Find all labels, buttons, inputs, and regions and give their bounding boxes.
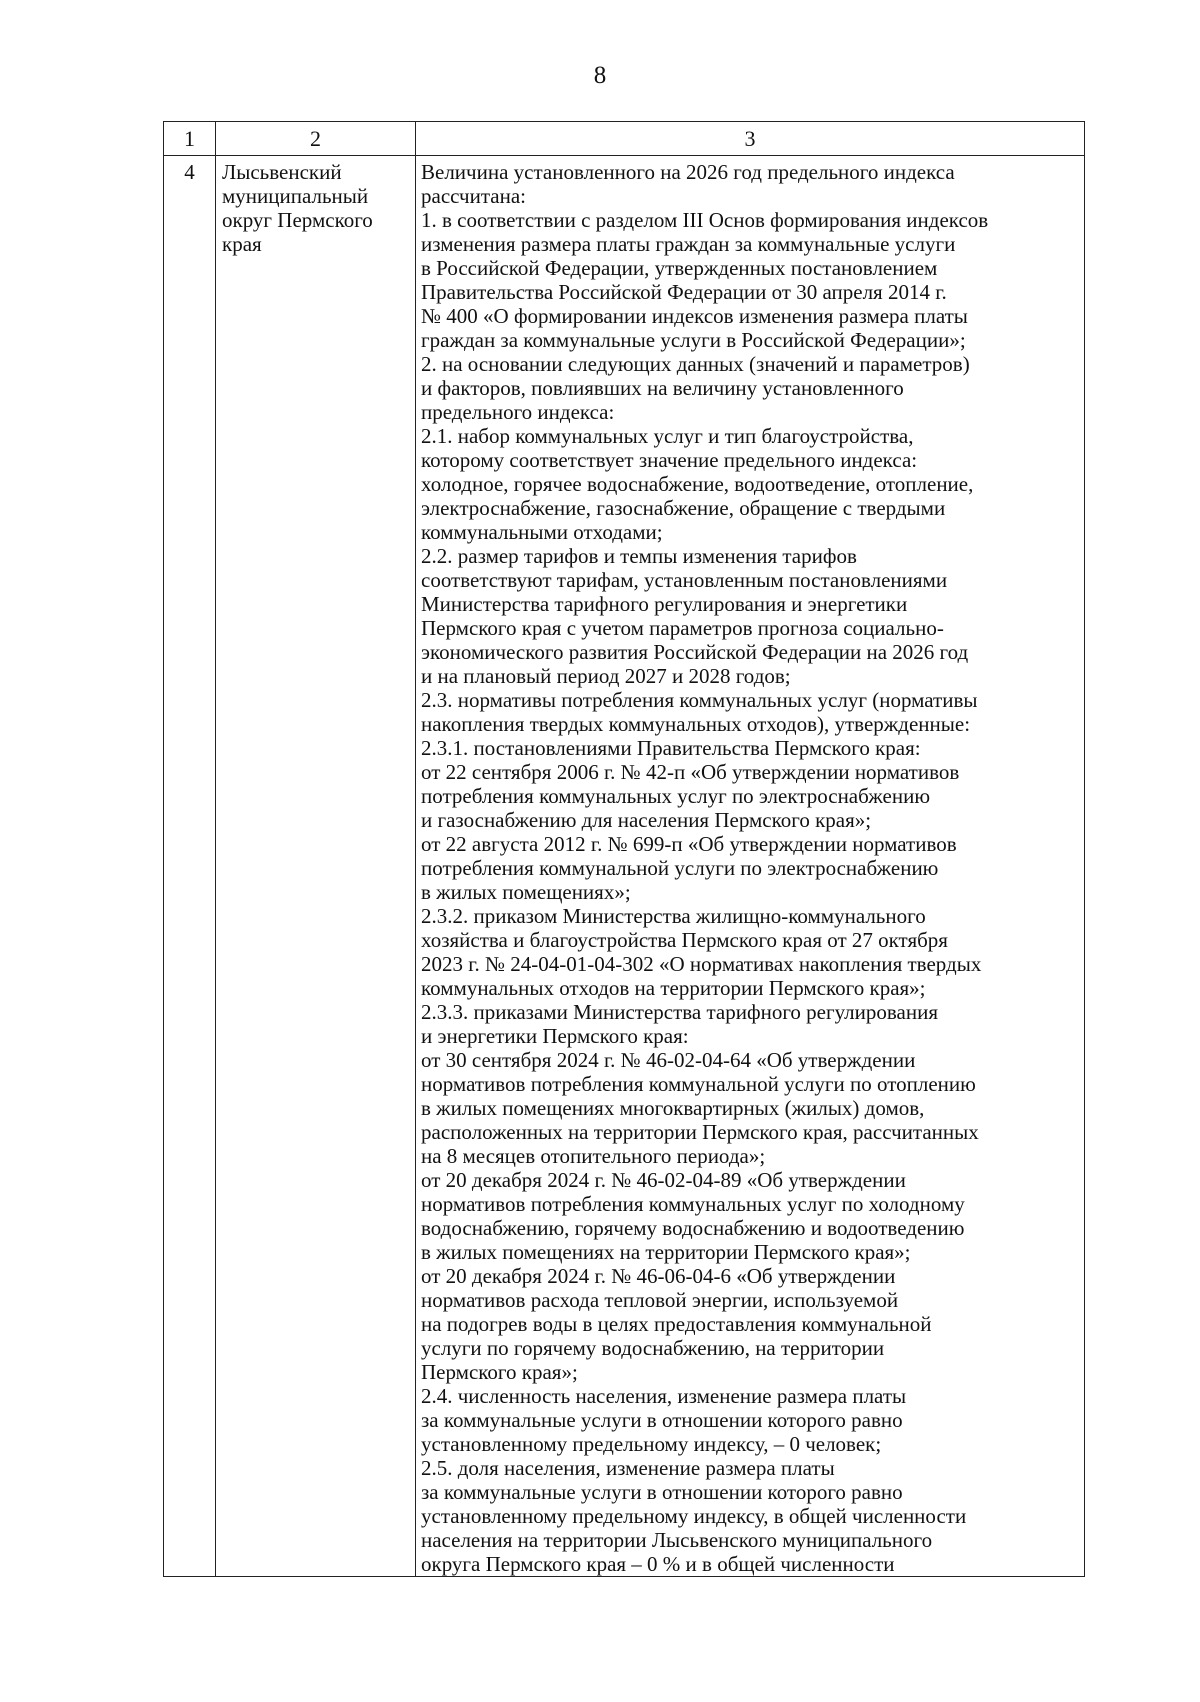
text-line: Министерства тарифного регулирования и энергетики bbox=[421, 592, 908, 616]
text-line: Правительства Российской Федерации от 30 апреля 2014 г. bbox=[421, 280, 947, 304]
text-line: 2.3. нормативы потребления коммунальных услуг (нормативы bbox=[421, 688, 978, 712]
text-line: Пермского края»; bbox=[421, 1360, 578, 1384]
text-line: № 400 «О формировании индексов изменения размера платы bbox=[421, 304, 968, 328]
text-line: потребления коммунальных услуг по электроснабжению bbox=[421, 784, 931, 808]
text-line: 2.2. размер тарифов и темпы изменения тарифов bbox=[421, 544, 857, 568]
text-line: и факторов, повлиявших на величину установленного bbox=[421, 376, 904, 400]
text-line: соответствуют тарифам, установленным постановлениями bbox=[421, 568, 948, 592]
text-line: за коммунальные услуги в отношении которого равно bbox=[421, 1480, 903, 1504]
text-line: электроснабжение, газоснабжение, обращение с твердыми bbox=[421, 496, 946, 520]
text-line: в Российской Федерации, утвержденных постановлением bbox=[421, 256, 938, 280]
text-line: в жилых помещениях на территории Пермского края»; bbox=[421, 1240, 911, 1264]
text-line: 2.5. доля населения, изменение размера платы bbox=[421, 1456, 835, 1480]
text-line: нормативов потребления коммунальных услуг по холодному bbox=[421, 1192, 965, 1216]
text-line: 2023 г. № 24-04-01-04-302 «О нормативах накопления твердых bbox=[421, 952, 982, 976]
text-line: и энергетики Пермского края: bbox=[421, 1024, 689, 1048]
text-line: водоснабжению, горячему водоснабжению и водоотведению bbox=[421, 1216, 965, 1240]
text-line: установленному предельному индексу, в общей численности bbox=[421, 1504, 967, 1528]
row-number-cell: 4 bbox=[164, 156, 216, 1577]
text-line: населения на территории Лысьвенского муниципального bbox=[421, 1528, 933, 1552]
text-line: от 30 сентября 2024 г. № 46-02-04-64 «Об утверждении bbox=[421, 1048, 916, 1072]
text-line: коммунальными отходами; bbox=[421, 520, 663, 544]
text-line: потребления коммунальной услуги по электроснабжению bbox=[421, 856, 939, 880]
description-text bbox=[421, 160, 1082, 1576]
text-line: за коммунальные услуги в отношении которого равно bbox=[421, 1408, 903, 1432]
text-line: холодное, горячее водоснабжение, водоотведение, отопление, bbox=[421, 472, 974, 496]
municipality-name-cell bbox=[216, 156, 416, 1577]
text-line: и газоснабжению для населения Пермского края»; bbox=[421, 808, 872, 832]
table-header-row bbox=[164, 122, 1085, 156]
text-line: изменения размера платы граждан за коммунальные услуги bbox=[421, 232, 956, 256]
text-line: от 20 декабря 2024 г. № 46-02-04-89 «Об утверждении bbox=[421, 1168, 906, 1192]
description-cell bbox=[416, 156, 1085, 1577]
municipality-name bbox=[222, 160, 411, 256]
name-line: округ Пермского bbox=[222, 208, 373, 232]
text-line: нормативов потребления коммунальной услуги по отоплению bbox=[421, 1072, 976, 1096]
text-line: рассчитана: bbox=[421, 184, 526, 208]
text-line: установленному предельному индексу, – 0 человек; bbox=[421, 1432, 882, 1456]
table-row bbox=[164, 156, 1085, 1577]
column-header-3: 3 bbox=[416, 122, 1085, 156]
text-line: граждан за коммунальные услуги в Российской Федерации»; bbox=[421, 328, 966, 352]
text-line: предельного индекса: bbox=[421, 400, 615, 424]
text-line: нормативов расхода тепловой энергии, используемой bbox=[421, 1288, 899, 1312]
text-line: накопления твердых коммунальных отходов), утвержденные: bbox=[421, 712, 971, 736]
text-line: 1. в соответствии с разделом III Основ формирования индексов bbox=[421, 208, 989, 232]
name-line: края bbox=[222, 232, 262, 256]
page-number: 8 bbox=[593, 62, 607, 89]
text-line: 2.3.1. постановлениями Правительства Пермского края: bbox=[421, 736, 921, 760]
text-line: от 22 сентября 2006 г. № 42-п «Об утверждении нормативов bbox=[421, 760, 960, 784]
text-line: Пермского края с учетом параметров прогноза социально- bbox=[421, 616, 944, 640]
column-header-2: 2 bbox=[216, 122, 416, 156]
text-line: 2. на основании следующих данных (значений и параметров) bbox=[421, 352, 970, 376]
text-line: экономического развития Российской Федерации на 2026 год bbox=[421, 640, 969, 664]
name-line: муниципальный bbox=[222, 184, 369, 208]
text-line: 2.1. набор коммунальных услуг и тип благоустройства, bbox=[421, 424, 914, 448]
text-line: 2.4. численность населения, изменение размера платы bbox=[421, 1384, 907, 1408]
text-line: и на плановый период 2027 и 2028 годов; bbox=[421, 664, 791, 688]
text-line: расположенных на территории Пермского края, рассчитанных bbox=[421, 1120, 979, 1144]
text-line: хозяйства и благоустройства Пермского края от 27 октября bbox=[421, 928, 948, 952]
text-line: 2.3.3. приказами Министерства тарифного регулирования bbox=[421, 1000, 938, 1024]
column-header-1: 1 bbox=[164, 122, 216, 156]
text-line: на подогрев воды в целях предоставления коммунальной bbox=[421, 1312, 932, 1336]
text-line: коммунальных отходов на территории Пермского края»; bbox=[421, 976, 926, 1000]
text-line: которому соответствует значение предельного индекса: bbox=[421, 448, 918, 472]
name-line: Лысьвенский bbox=[222, 160, 342, 184]
text-line: округа Пермского края – 0 % и в общей численности bbox=[421, 1552, 895, 1576]
document-table bbox=[163, 121, 1085, 1577]
text-line: в жилых помещениях»; bbox=[421, 880, 631, 904]
text-line: в жилых помещениях многоквартирных (жилых) домов, bbox=[421, 1096, 925, 1120]
text-line: от 22 августа 2012 г. № 699-п «Об утверждении нормативов bbox=[421, 832, 957, 856]
text-line: услуги по горячему водоснабжению, на территории bbox=[421, 1336, 885, 1360]
text-line: Величина установленного на 2026 год предельного индекса bbox=[421, 160, 955, 184]
text-line: 2.3.2. приказом Министерства жилищно-коммунального bbox=[421, 904, 926, 928]
text-line: от 20 декабря 2024 г. № 46-06-04-6 «Об утверждении bbox=[421, 1264, 896, 1288]
text-line: на 8 месяцев отопительного периода»; bbox=[421, 1144, 766, 1168]
